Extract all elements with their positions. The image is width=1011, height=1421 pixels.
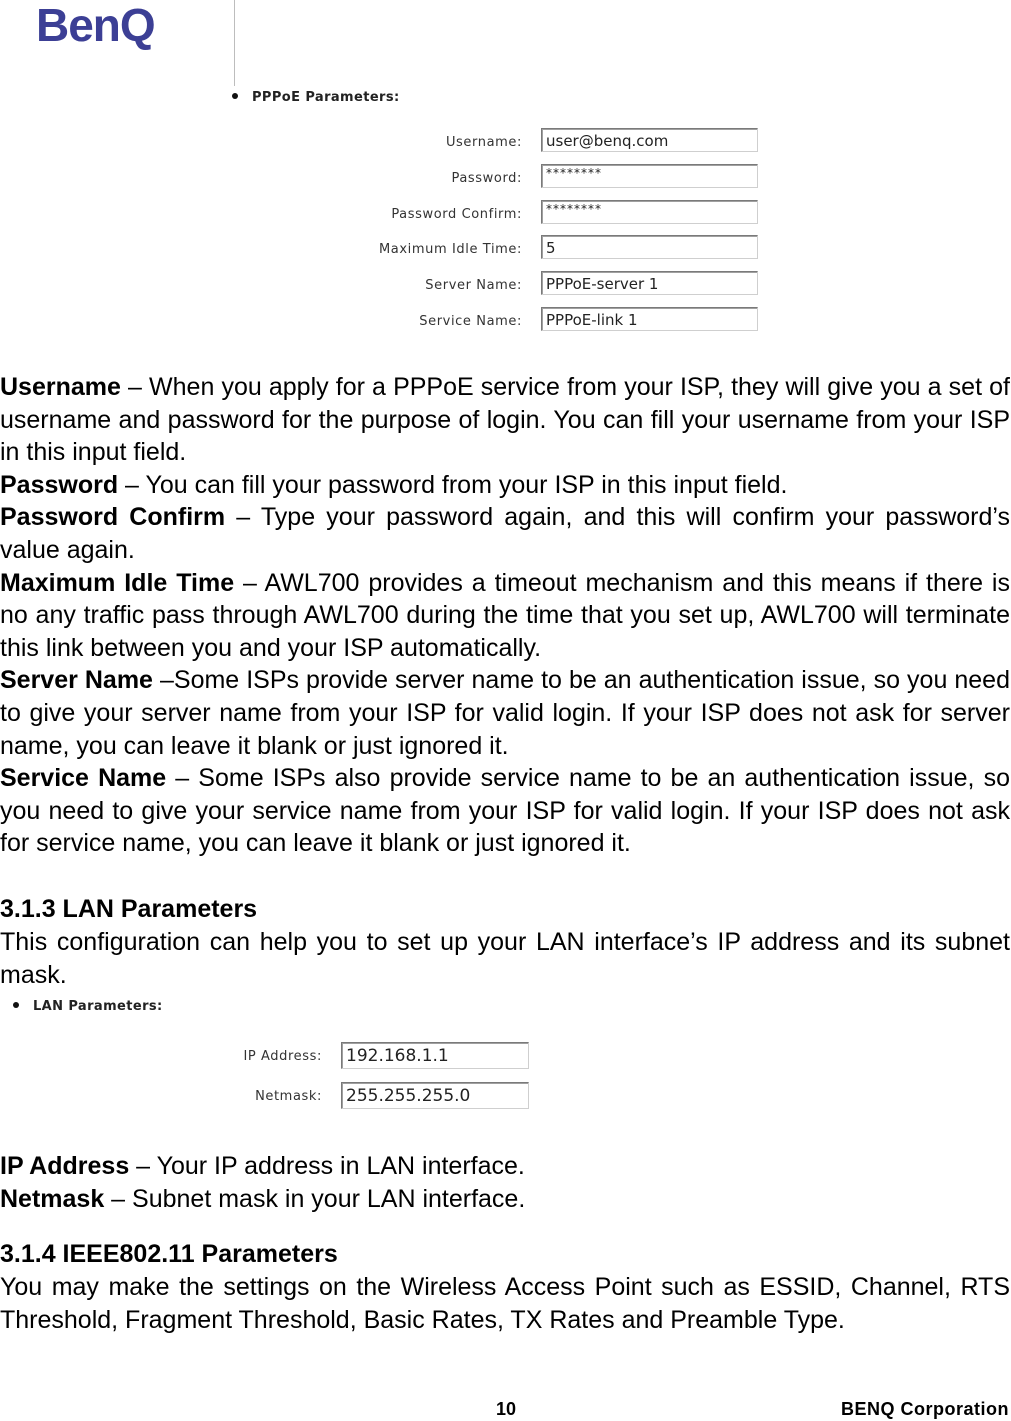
- pppoe-descriptions: [0, 371, 1010, 860]
- password-confirm-label: Password Confirm:: [391, 206, 522, 222]
- username-input[interactable]: user@benq.com: [541, 128, 758, 152]
- lan-panel-title: [13, 999, 163, 1014]
- bullet-icon: [13, 1002, 19, 1008]
- ieee-section-intro: You may make the settings on the Wireless Access Point such as ESSID, Channel, RTS Threshold, Fragment Threshold, Basic Rates, TX Rates and Preamble Type.: [0, 1273, 1010, 1334]
- lan-panel-title-text: LAN Parameters:: [33, 999, 163, 1014]
- lan-section-heading: 3.1.3 LAN Parameters: [0, 895, 258, 923]
- lan-descriptions: [0, 1150, 1010, 1215]
- service-name-term: Service Name: [0, 764, 167, 793]
- ip-address-desc-text: – Your IP address in LAN interface.: [129, 1152, 525, 1180]
- server-name-desc: [0, 664, 1010, 762]
- server-name-label: Server Name:: [425, 277, 522, 293]
- password-confirm-input[interactable]: ********: [541, 200, 758, 224]
- server-name-term: Server Name: [0, 666, 153, 695]
- netmask-row: [180, 1082, 322, 1110]
- password-term: Password: [0, 470, 119, 499]
- pppoe-panel-title-text: PPPoE Parameters:: [252, 90, 400, 105]
- service-name-label: Service Name:: [419, 313, 522, 329]
- password-desc-text: – You can fill your password from your ISP in this input field.: [118, 470, 788, 499]
- max-idle-time-row: [300, 235, 522, 263]
- username-label: Username:: [445, 134, 522, 150]
- password-row: [300, 164, 522, 192]
- netmask-desc: [0, 1183, 1010, 1216]
- service-name-input[interactable]: PPPoE-link 1: [541, 307, 758, 331]
- netmask-input[interactable]: 255.255.255.0: [341, 1082, 529, 1109]
- service-name-desc: [0, 762, 1010, 860]
- username-desc: [0, 371, 1010, 469]
- ip-address-desc: [0, 1150, 1010, 1183]
- benq-logo: BenQ: [36, 0, 155, 51]
- server-name-desc-text: –Some ISPs provide server name to be an authentication issue, so you need to give your server name from your ISP for valid login. If your ISP does not ask for server name, you can leave it blank or just ignored it.: [0, 666, 1010, 760]
- netmask-term: Netmask: [0, 1184, 105, 1213]
- password-desc: [0, 469, 1010, 502]
- max-idle-time-input[interactable]: 5: [541, 235, 758, 259]
- pppoe-panel-title: [232, 90, 400, 105]
- max-idle-time-term: Maximum Idle Time: [0, 568, 235, 597]
- company-name: BENQ Corporation: [841, 1399, 1009, 1419]
- ip-address-label: IP Address:: [243, 1048, 322, 1064]
- username-term: Username: [0, 373, 121, 401]
- password-confirm-row: [300, 200, 522, 228]
- max-idle-time-desc: [0, 567, 1010, 665]
- header-divider: [234, 0, 235, 86]
- netmask-label: Netmask:: [255, 1088, 322, 1104]
- password-confirm-desc-text: – Type your password again, and this will confirm your password’s value again.: [0, 503, 1010, 564]
- max-idle-time-desc-text: – AWL700 provides a timeout mechanism and this means if there is no any traffic pass through AWL700 during the time that you set up, AWL700 will terminate this link between you and your ISP automatically.: [0, 568, 1010, 662]
- password-confirm-term: Password Confirm: [0, 503, 226, 532]
- password-confirm-desc: [0, 501, 1010, 566]
- lan-section-intro: This configuration can help you to set up your LAN interface’s IP address and its subnet mask.: [0, 928, 1010, 989]
- service-name-desc-text: – Some ISPs also provide service name to be an authentication issue, so you need to give your service name from your ISP for valid login. If your ISP does not ask for service name, you can leave it blank or just ignored it.: [0, 764, 1010, 858]
- server-name-input[interactable]: PPPoE-server 1: [541, 271, 758, 295]
- ip-address-input[interactable]: 192.168.1.1: [341, 1042, 529, 1069]
- password-input[interactable]: ********: [541, 164, 758, 188]
- service-name-row: [300, 307, 522, 335]
- ip-address-row: [180, 1042, 322, 1070]
- netmask-desc-text: – Subnet mask in your LAN interface.: [104, 1184, 526, 1213]
- page-number: 10: [496, 1399, 517, 1419]
- username-desc-text: – When you apply for a PPPoE service from your ISP, they will give you a set of username and password for the purpose of login. You can fill your username from your ISP in this input field.: [0, 373, 1010, 467]
- bullet-icon: [232, 93, 238, 99]
- server-name-row: [300, 271, 522, 299]
- username-row: [300, 128, 522, 156]
- max-idle-time-label: Maximum Idle Time:: [378, 241, 522, 257]
- password-label: Password:: [451, 170, 522, 186]
- ieee-section-heading: 3.1.4 IEEE802.11 Parameters: [0, 1240, 338, 1268]
- ip-address-term: IP Address: [0, 1152, 130, 1180]
